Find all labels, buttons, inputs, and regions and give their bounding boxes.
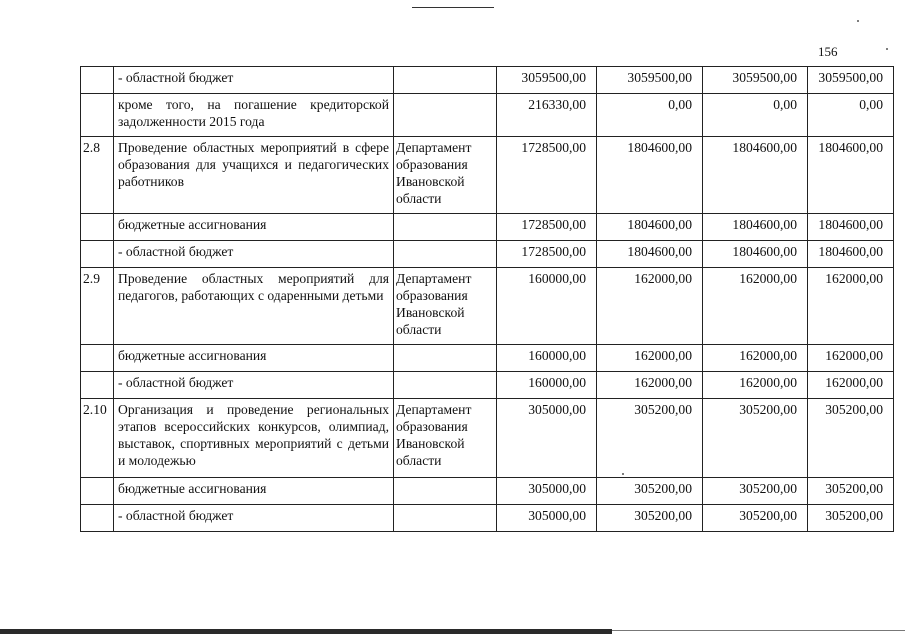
value-cell: 160000,00 [497,268,597,345]
row-name: Проведение областных мероприятий для педагогов, работающих с одаренными детьми [114,268,394,345]
table-row [81,94,894,137]
value-cell: 1804600,00 [808,214,894,241]
row-name: бюджетные ассигнования [114,478,394,505]
page-number: 156 [818,44,838,59]
row-department: Департамент образования Ивановской области [394,137,497,214]
value-cell: 162000,00 [703,372,808,399]
row-index [81,241,114,268]
table-row [81,399,894,478]
value-cell: 162000,00 [597,345,703,372]
value-cell: 305200,00 [703,505,808,532]
value-cell: 1804600,00 [597,241,703,268]
value-cell: 216330,00 [497,94,597,137]
row-index: 2.8 [81,137,114,214]
row-name: - областной бюджет [114,241,394,268]
row-department [394,67,497,94]
value-cell: 1804600,00 [808,137,894,214]
value-cell: 1728500,00 [497,214,597,241]
value-cell: 1804600,00 [808,241,894,268]
value-cell: 1728500,00 [497,137,597,214]
row-name: Организация и проведение региональных этапов всероссийских конкурсов, олимпиад, выставок, спортивных мероприятий с детьми и молодежью [114,399,394,478]
row-name: - областной бюджет [114,372,394,399]
row-name: бюджетные ассигнования [114,214,394,241]
table-row [81,67,894,94]
value-cell: 3059500,00 [703,67,808,94]
row-department [394,478,497,505]
value-cell: 305000,00 [497,478,597,505]
scan-edge-shadow [0,629,612,634]
value-cell: 1804600,00 [597,214,703,241]
table-row [81,505,894,532]
value-cell: 3059500,00 [497,67,597,94]
value-cell: 305200,00 [703,399,808,478]
value-cell: 162000,00 [808,268,894,345]
value-cell: 0,00 [597,94,703,137]
row-department [394,505,497,532]
row-department: Департамент образования Ивановской области [394,399,497,478]
budget-table [80,66,894,532]
value-cell: 0,00 [808,94,894,137]
value-cell: 1804600,00 [703,137,808,214]
value-cell: 3059500,00 [597,67,703,94]
table-row [81,268,894,345]
row-name: кроме того, на погашение кредиторской задолженности 2015 года [114,94,394,137]
row-index: 2.9 [81,268,114,345]
value-cell: 162000,00 [808,372,894,399]
value-cell: 1804600,00 [597,137,703,214]
table-row [81,345,894,372]
scan-speck [886,48,888,50]
value-cell: 0,00 [703,94,808,137]
row-department: Департамент образования Ивановской области [394,268,497,345]
value-cell: 305200,00 [808,505,894,532]
row-department [394,241,497,268]
row-name: бюджетные ассигнования [114,345,394,372]
row-name: - областной бюджет [114,67,394,94]
row-department [394,345,497,372]
value-cell: 162000,00 [597,268,703,345]
value-cell: 3059500,00 [808,67,894,94]
value-cell: 162000,00 [703,268,808,345]
row-department [394,372,497,399]
value-cell: 305200,00 [597,478,703,505]
top-rule [412,7,494,8]
value-cell: 305200,00 [597,399,703,478]
scan-edge-line [612,630,905,631]
value-cell: 160000,00 [497,345,597,372]
table-row [81,372,894,399]
row-index [81,345,114,372]
row-index [81,372,114,399]
row-department [394,214,497,241]
value-cell: 162000,00 [597,372,703,399]
row-index: 2.10 [81,399,114,478]
table-row [81,478,894,505]
row-index [81,505,114,532]
row-index [81,214,114,241]
value-cell: 162000,00 [808,345,894,372]
value-cell: 1804600,00 [703,241,808,268]
row-name: - областной бюджет [114,505,394,532]
table-row [81,137,894,214]
table-row [81,214,894,241]
value-cell: 305200,00 [597,505,703,532]
value-cell: 305200,00 [808,478,894,505]
row-index [81,67,114,94]
table-row [81,241,894,268]
value-cell: 162000,00 [703,345,808,372]
value-cell: 305200,00 [808,399,894,478]
value-cell: 160000,00 [497,372,597,399]
value-cell: 305000,00 [497,505,597,532]
row-index [81,94,114,137]
value-cell: 305000,00 [497,399,597,478]
row-name: Проведение областных мероприятий в сфере образования для учащихся и педагогических работников [114,137,394,214]
row-index [81,478,114,505]
value-cell: 1804600,00 [703,214,808,241]
row-department [394,94,497,137]
scan-speck [857,20,859,22]
value-cell: 1728500,00 [497,241,597,268]
value-cell: 305200,00 [703,478,808,505]
